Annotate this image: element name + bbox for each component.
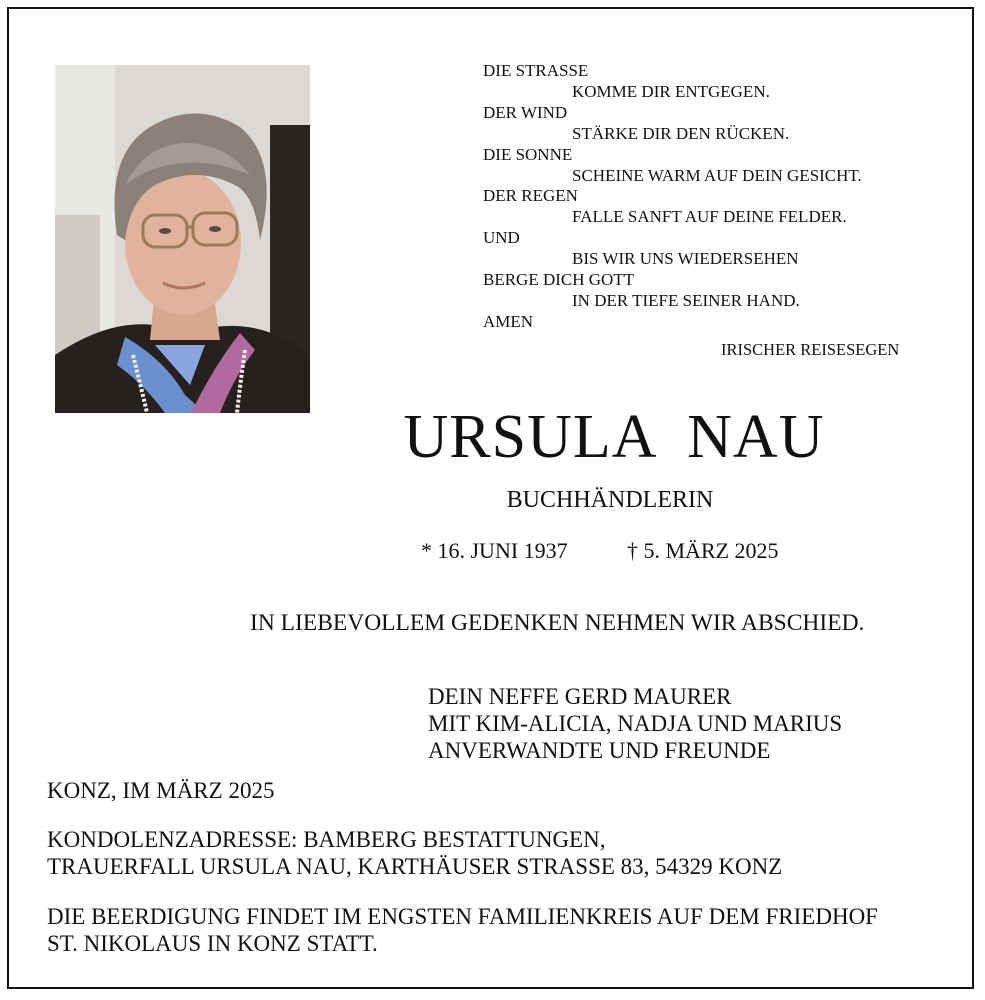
portrait-photo [55,65,310,413]
poem-line: DER REGEN [483,186,578,206]
poem-line: DER WIND [483,102,568,122]
family-line: DEIN NEFFE GERD MAURER [428,684,732,709]
poem-line: BIS WIR UNS WIEDERSEHEN [572,249,799,269]
condolence-line: KONDOLENZADRESSE: BAMBERG BESTATTUNGEN, [47,827,606,852]
condolence-line: TRAUERFALL URSULA NAU, KARTHÄUSER STRASSE 83, 54329 KONZ [47,854,783,879]
poem-line: DIE STRASSE [483,61,589,80]
poem-source: IRISCHER REISESEGEN [721,340,900,359]
funeral-line: ST. NIKOLAUS IN KONZ STATT. [47,931,378,956]
condolence-address [47,826,782,880]
poem-line: UND [483,228,520,248]
place-date: KONZ, IM MÄRZ 2025 [47,778,275,803]
poem-line: STÄRKE DIR DEN RÜCKEN. [572,123,790,143]
family-line: MIT KIM-ALICIA, NADJA UND MARIUS [428,711,843,736]
deceased-occupation: BUCHHÄNDLERIN [506,487,714,513]
farewell-text: IN LIEBEVOLLEM GEDENKEN NEHMEN WIR ABSCHIED. [250,610,865,636]
funeral-line: DIE BEERDIGUNG FINDET IM ENGSTEN FAMILIENKREIS AUF DEM FRIEDHOF [47,904,878,929]
funeral-notice [47,903,878,957]
poem-line: FALLE SANFT AUF DEINE FELDER. [572,207,847,227]
family-signatures [428,683,842,764]
death-date: † 5. MÄRZ 2025 [627,538,779,563]
poem-line: DIE SONNE [483,144,573,164]
poem-line: SCHEINE WARM AUF DEIN GESICHT. [572,165,862,185]
poem-line: IN DER TIEFE SEINER HAND. [572,290,800,310]
poem-line: BERGE DICH GOTT [483,270,635,290]
family-line: ANVERWANDTE UND FREUNDE [428,738,771,763]
poem [483,61,943,359]
deceased-name: URSULA NAU [403,403,825,471]
poem-line: AMEN [483,311,534,331]
poem-line: KOMME DIR ENTGEGEN. [572,81,770,101]
birth-date: * 16. JUNI 1937 [421,538,568,563]
